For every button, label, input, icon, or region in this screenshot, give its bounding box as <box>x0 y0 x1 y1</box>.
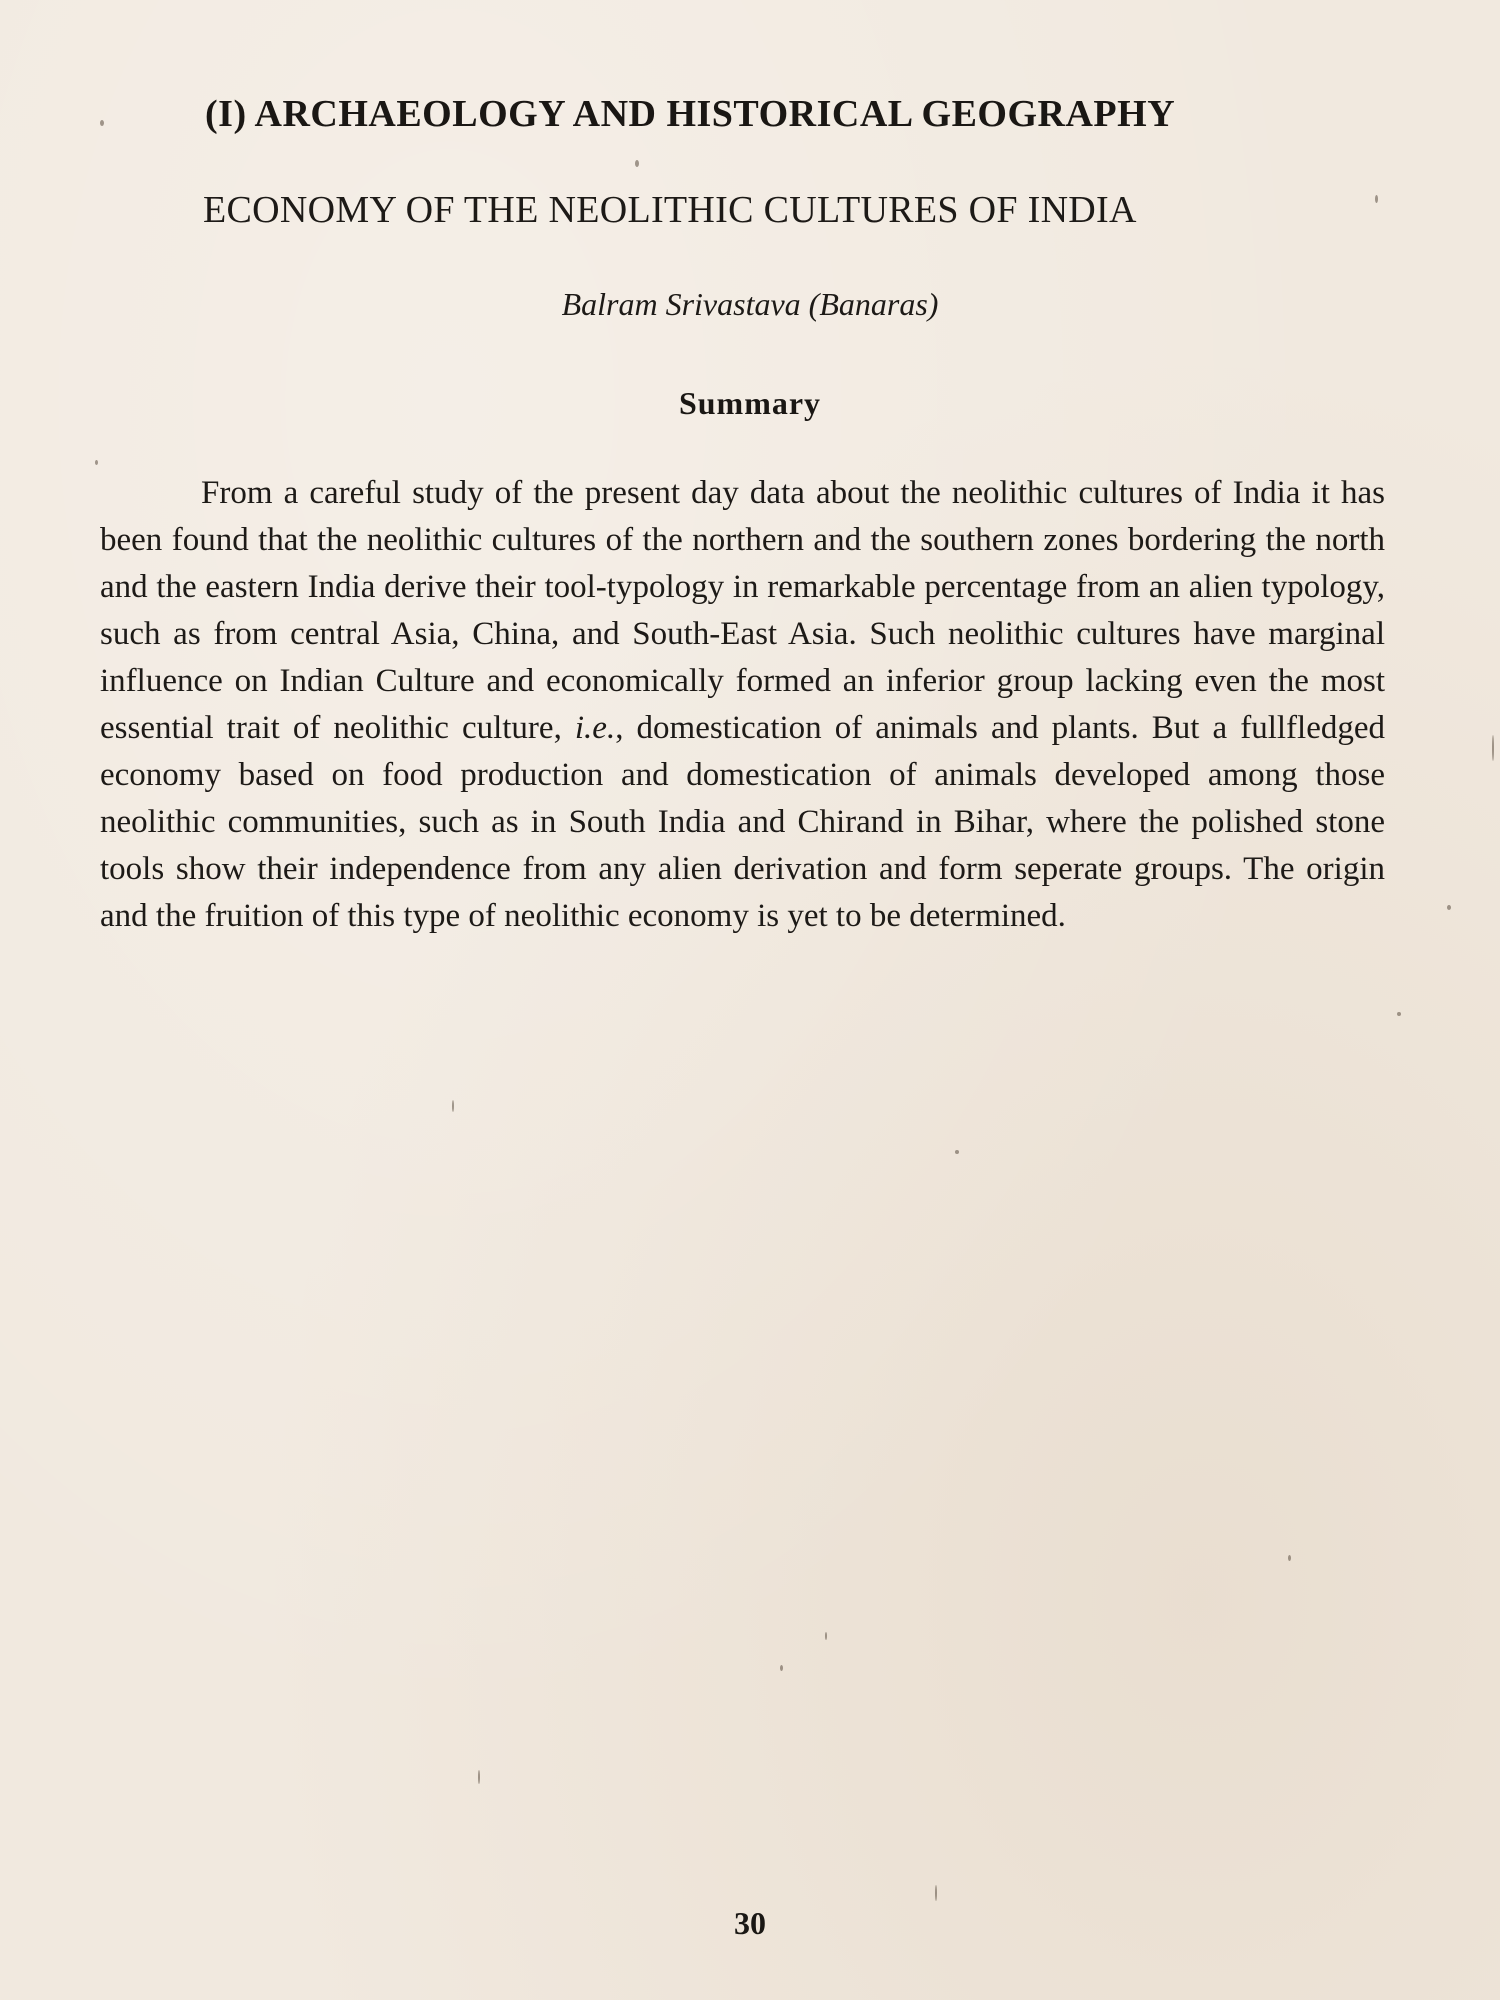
paper-speck <box>955 1150 959 1154</box>
summary-heading: Summary <box>678 385 822 421</box>
summary-ie-abbreviation: i.e. <box>574 710 616 746</box>
paper-speck <box>1397 1012 1401 1016</box>
paper-speck <box>95 460 98 465</box>
paper-speck <box>1447 905 1451 910</box>
summary-paragraph <box>100 470 1385 940</box>
paper-speck <box>1288 1555 1291 1561</box>
summary-text-part-2: , domestication of animals and plants. But a fullfledged economy based on food production and domestication of animals developed among those neolithic communities, such as in South India and Chirand in Bihar, where the polished stone tools show their independence from any alien derivation and form seperate groups. The origin and the fruition of this type of neolithic economy is yet to be determined. <box>100 710 1385 934</box>
paper-speck <box>825 1632 827 1640</box>
paper-speck <box>780 1665 783 1671</box>
paper-speck <box>1492 735 1494 761</box>
paper-title: ECONOMY OF THE NEOLITHIC CULTURES OF INDIA <box>203 189 1137 231</box>
author-line: Balram Srivastava (Banaras) <box>561 286 939 322</box>
paper-speck <box>100 120 104 126</box>
paper-speck <box>452 1100 454 1112</box>
paper-speck <box>1375 195 1378 203</box>
page-number: 30 <box>734 1905 766 1941</box>
summary-text-part-1: From a careful study of the present day data about the neolithic cultures of India it has been found that the neolithic cultures of the northern and the southern zones bordering the north and the eastern India derive their tool-typology in remarkable percentage from an alien typology, such as from central Asia, China, and South-East Asia. Such neolithic cultures have marginal influence on Indian Culture and economically formed an inferior group lacking even the most essential trait of neolithic culture, <box>100 475 1385 746</box>
paper-speck <box>935 1885 937 1901</box>
section-heading: (I) ARCHAEOLOGY AND HISTORICAL GEOGRAPHY <box>205 93 1176 135</box>
paper-speck <box>478 1770 480 1784</box>
paper-speck <box>635 160 639 167</box>
